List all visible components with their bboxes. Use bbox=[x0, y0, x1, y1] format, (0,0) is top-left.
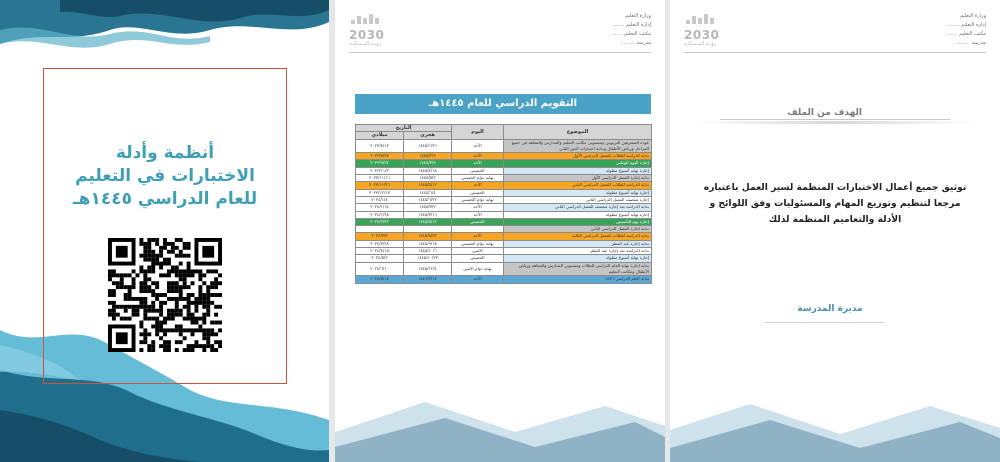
row-subject: بداية الدراسة للطلاب للفصل الدراسي الأول bbox=[504, 153, 652, 160]
table-row bbox=[356, 276, 652, 283]
row-hijri: ١٤٤٥/٣/٩ bbox=[404, 160, 452, 167]
ministry-header bbox=[612, 12, 652, 48]
row-gregorian: ٢٠٢٤/٥/٢ bbox=[356, 255, 404, 262]
table-row bbox=[356, 182, 652, 189]
row-day: الأحد bbox=[452, 276, 504, 283]
row-subject: إجازة اليوم الوطني bbox=[504, 160, 652, 167]
table-row bbox=[356, 240, 652, 247]
table-row bbox=[356, 248, 652, 255]
col-date: التاريخ bbox=[356, 125, 452, 132]
row-subject: بداية إجازة الفصل الدراسي الثاني bbox=[504, 226, 652, 233]
row-gregorian: ٢٠٢٣/١١/١٦ bbox=[356, 175, 404, 182]
vision-2030-label: 2030 bbox=[684, 28, 720, 42]
row-gregorian: ٢٠٢٣/٨/٢٧ bbox=[356, 153, 404, 160]
row-gregorian: ٢٠٢٤/٤/١٥ bbox=[356, 248, 404, 255]
row-hijri bbox=[404, 226, 452, 233]
row-subject: إجازة نهاية أسبوع مطولة bbox=[504, 255, 652, 262]
row-day: نهاية دوام الخميس bbox=[452, 196, 504, 203]
row-day: نهاية دوام الخميس bbox=[452, 240, 504, 247]
row-subject: بداية إجازة الفصل الدراسي الأول bbox=[504, 175, 652, 182]
row-day: الأحد bbox=[452, 139, 504, 153]
row-gregorian: ٢٠٢٤/١/٤ bbox=[356, 196, 404, 203]
row-gregorian: ٢٠٢٤/١/٢٨ bbox=[356, 211, 404, 218]
vision-sub-label: رؤيـة المـمـلكـة bbox=[349, 41, 382, 47]
cover-title-line-2: الاختبارات في التعليم bbox=[75, 166, 255, 186]
cover-title bbox=[60, 142, 270, 211]
row-subject: إجازة نهاية أسبوع مطولة bbox=[504, 189, 652, 196]
row-hijri: ١٤٤٥/٦/٤ bbox=[404, 189, 452, 196]
col-day: اليوم bbox=[452, 125, 504, 140]
row-hijri: ١٤٤٥/٩/١٨ bbox=[404, 240, 452, 247]
table-row bbox=[356, 262, 652, 276]
goal-page bbox=[670, 0, 1000, 462]
header-divider bbox=[349, 52, 651, 53]
row-hijri: ١٤٤٥/١/٢٦ bbox=[404, 139, 452, 153]
row-hijri: ١٤٤٥/٢/٩ bbox=[404, 153, 452, 160]
row-gregorian: ٢٠٢٤/١/١٤ bbox=[356, 204, 404, 211]
row-subject: إجازة نهاية أسبوع مطولة bbox=[504, 167, 652, 174]
calendar-table bbox=[355, 124, 651, 284]
signature-rule bbox=[765, 322, 885, 323]
row-hijri: ١٤٤٥/٥/١٢ bbox=[404, 182, 452, 189]
table-row bbox=[356, 255, 652, 262]
row-gregorian: ٢٠٢٤/٢/٢٢ bbox=[356, 218, 404, 225]
table-row bbox=[356, 175, 652, 182]
row-day: الاثنين bbox=[452, 248, 504, 255]
row-hijri: ١٤٤٥/٧/١٦ bbox=[404, 211, 452, 218]
table-row bbox=[356, 233, 652, 240]
cover-title-line-1: أنظمة وأدلة bbox=[115, 143, 215, 163]
row-hijri: ١٤٤٥/١٢/٤ bbox=[404, 262, 452, 276]
row-gregorian: ٢٠٢٤/٣/٢٨ bbox=[356, 240, 404, 247]
row-day bbox=[452, 226, 504, 233]
ministry-line: مدرسة ......... bbox=[620, 40, 651, 46]
row-gregorian: ٢٠٢٣/١٢/١٧ bbox=[356, 189, 404, 196]
goal-heading-shadow bbox=[690, 121, 980, 124]
row-day: نهاية دوام الاثنين bbox=[452, 262, 504, 276]
vision-logo-icon bbox=[684, 12, 730, 28]
col-subject: الموضوع bbox=[504, 125, 652, 140]
row-hijri: ١٤٤٥/١٠/٦ bbox=[404, 248, 452, 255]
table-row bbox=[356, 139, 652, 153]
principal-signature: مديرة المدرسة bbox=[797, 304, 863, 314]
row-day: نهاية دوام الخميس bbox=[452, 175, 504, 182]
row-day: الأحد bbox=[452, 153, 504, 160]
row-subject: إجازة نهاية أسبوع مطولة bbox=[504, 211, 652, 218]
row-subject: بداية إجازة نهاية العام الدراسي للطلاب ومنسوبي المدارس والمعاهد ورياض الأطفال ومكاتب التعليم bbox=[504, 262, 652, 276]
row-hijri: ١٤٤٥/٨/٢٢ bbox=[404, 233, 452, 240]
goal-heading-rule bbox=[720, 119, 950, 120]
row-subject: بداية الدراسة بعد إجازة عيد الفطر bbox=[504, 248, 652, 255]
row-subject: بداية الدراسة بعد إجازة منتصف الفصل الدراسي الثاني bbox=[504, 204, 652, 211]
table-row bbox=[356, 196, 652, 203]
table-row bbox=[356, 211, 652, 218]
row-gregorian: ٢٠٢٣/٨/١٣ bbox=[356, 139, 404, 153]
goal-text: توثيق جميع أعمال الاختبارات المنظمة لسير العمل باعتباره مرجعا لتنظيم وتوزيع المهام والمسئوليات وفق اللوائح و الأدلة والتعاميم المنظمة لذلك bbox=[703, 182, 967, 225]
row-day: الأحد bbox=[452, 211, 504, 218]
ministry-header bbox=[947, 12, 987, 48]
calendar-footer-decoration bbox=[335, 392, 665, 462]
table-row bbox=[356, 226, 652, 233]
row-subject: عودة المشرفين التربويين ومنسوبي مكاتب التعليم والمدارس والمعاهد في جميع المراحل ورياض الأطفال وبداية اختبارات الدور الثاني bbox=[504, 139, 652, 153]
ministry-line: مكتب التعليم ....... bbox=[611, 31, 651, 37]
row-subject: بداية العام الدراسي ١٤٤٦ bbox=[504, 276, 652, 283]
calendar-page bbox=[335, 0, 665, 462]
row-gregorian: ٢٠٢٣/١١/٢٦ bbox=[356, 182, 404, 189]
row-hijri: ١٤٤٥/٤/١٨ bbox=[404, 167, 452, 174]
cover-page bbox=[0, 0, 329, 462]
row-day: الخميس bbox=[452, 255, 504, 262]
table-row bbox=[356, 160, 652, 167]
row-gregorian: ٢٠٢٣/٩/٢٤ bbox=[356, 160, 404, 167]
qr-code bbox=[108, 238, 222, 352]
cover-title-line-3: للعام الدراسي ١٤٤٥هـ bbox=[72, 189, 258, 209]
table-row bbox=[356, 204, 652, 211]
row-day: الأحد bbox=[452, 182, 504, 189]
calendar-title: التقويم الدراسي للعام ١٤٤٥هـ bbox=[355, 94, 651, 114]
row-hijri: ١٤٤٥/٨/١٢ bbox=[404, 218, 452, 225]
row-gregorian: ٢٠٢٤/٦/١٠ bbox=[356, 262, 404, 276]
row-subject: إجازة يوم التأسيس bbox=[504, 218, 652, 225]
goal-heading: الهدف من الملف bbox=[787, 108, 862, 118]
ministry-line: إدارة التعليم ........ bbox=[611, 22, 651, 28]
row-day: الخميس bbox=[452, 189, 504, 196]
col-gregorian: ميلادي bbox=[356, 132, 404, 139]
header-divider bbox=[684, 52, 986, 53]
row-gregorian: ٢٠٢٤/٨/١٨ bbox=[356, 276, 404, 283]
row-day: الأحد bbox=[452, 160, 504, 167]
row-hijri: ١٤٤٥/٥/٢ bbox=[404, 175, 452, 182]
row-hijri: ١٤٤٦/٢/١٤ bbox=[404, 276, 452, 283]
table-row bbox=[356, 153, 652, 160]
ministry-line: مكتب التعليم ....... bbox=[946, 31, 986, 37]
row-day: الأحد bbox=[452, 204, 504, 211]
row-gregorian: ٢٠٢٤/٣/٣ bbox=[356, 233, 404, 240]
ministry-line: مدرسة ......... bbox=[955, 40, 986, 46]
ministry-line: وزارة التعليم bbox=[624, 13, 651, 19]
row-subject: بداية إجازة عيد الفطر bbox=[504, 240, 652, 247]
table-row bbox=[356, 189, 652, 196]
ministry-line: إدارة التعليم ........ bbox=[946, 22, 986, 28]
table-row bbox=[356, 218, 652, 225]
row-hijri: ١٤٤٥/١٠/٢٣ bbox=[404, 255, 452, 262]
row-gregorian bbox=[356, 226, 404, 233]
vision-logo-icon bbox=[349, 12, 395, 28]
row-subject: إجازة منتصف الفصل الدراسي الثاني bbox=[504, 196, 652, 203]
row-hijri: ١٤٤٥/٦/٢٢ bbox=[404, 196, 452, 203]
ministry-line: وزارة التعليم bbox=[959, 13, 986, 19]
row-day: الخميس bbox=[452, 218, 504, 225]
col-hijri: هجري bbox=[404, 132, 452, 139]
row-subject: بداية الدراسة للطلاب للفصل الدراسي الثالث bbox=[504, 233, 652, 240]
table-row bbox=[356, 167, 652, 174]
row-day: الخميس bbox=[452, 167, 504, 174]
vision-sub-label: رؤيـة المـمـلكـة bbox=[684, 41, 717, 47]
row-subject: بداية الدراسة للطلاب للفصل الدراسي الثاني bbox=[504, 182, 652, 189]
row-hijri: ١٤٤٥/٧/٢ bbox=[404, 204, 452, 211]
goal-footer-decoration bbox=[670, 392, 1000, 462]
row-day: الأحد bbox=[452, 233, 504, 240]
vision-2030-label: 2030 bbox=[349, 28, 385, 42]
row-gregorian: ٢٠٢٣/١١/٢ bbox=[356, 167, 404, 174]
